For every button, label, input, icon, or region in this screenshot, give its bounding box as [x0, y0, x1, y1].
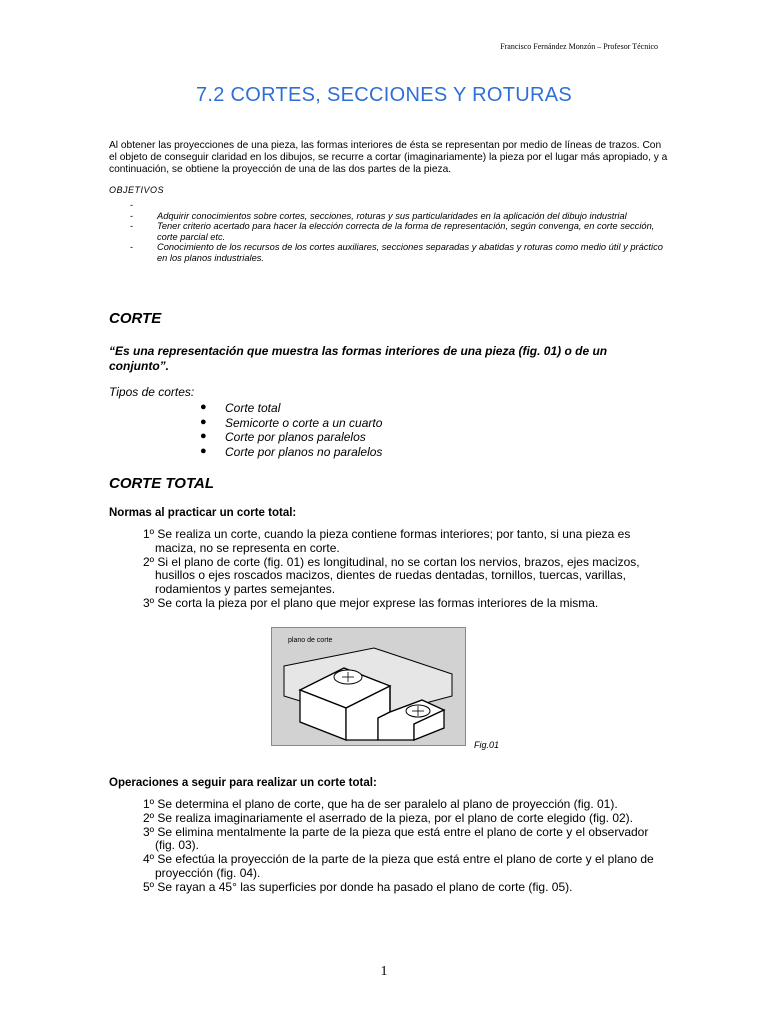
norma-item: 1º Se realiza un corte, cuando la pieza contiene formas interiores; por tanto, si una pieza es maciza, no se representa en corte. [143, 527, 631, 555]
intro-paragraph: Al obtener las proyecciones de una pieza, las formas interiores de ésta se representan por medio de líneas de trazos. Con el objeto de conseguir claridad en los dibujos, se recurre a cortar (imaginariamente) la pieza por el lugar más apropiado, y a continuación, se obtiene la proyección de una de las dos partes de la pieza. [109, 140, 668, 175]
operacion-item: 3º Se elimina mentalmente la parte de la pieza que está entre el plano de corte y el observador (fig. 03). [143, 824, 649, 853]
operacion-item: 5º Se rayan a 45° las superficies por donde ha pasado el plano de corte (fig. 05). [143, 879, 573, 894]
objetivos-title: OBJETIVOS [109, 185, 165, 195]
tipo-item: ● Semicorte o corte a un cuarto [200, 415, 383, 430]
tipos-list [200, 401, 382, 460]
objetivo-item [130, 200, 670, 211]
figure-label: plano de corte [288, 637, 333, 644]
tipos-title: Tipos de cortes: [109, 385, 195, 399]
figure-caption: Fig.01 [474, 740, 500, 750]
page-number: 1 [380, 964, 388, 979]
operacion-item: 1º Se determina el plano de corte, que ha de ser paralelo al plano de proyección (fig. 01). [143, 797, 618, 811]
objetivo-item: - Conocimiento de los recursos de los cortes auxiliares, secciones separadas y abatidas y roturas como medio útil y práctico en los planos industriales. [130, 242, 663, 263]
dash-marker: - [130, 210, 134, 221]
operaciones-list [143, 798, 663, 895]
norma-item: 2º Si el plano de corte (fig. 01) es longitudinal, no se cortan los nervios, brazos, ejes macizos, husillos o ejes roscados macizos, dientes de ruedas dentadas, tornillos, tuercas, varillas, rodamientos y partes semejantes. [143, 554, 640, 597]
dash-marker: - [130, 200, 134, 210]
tipo-item: ● Corte por planos no paralelos [200, 445, 383, 460]
objetivo-item: - Tener criterio acertado para hacer la elección correcta de la forma de representación, según convenga, en corte sección, corte parcial etc. [130, 221, 655, 242]
normas-list [143, 528, 663, 611]
header-author: Francisco Fernández Monzón – Profesor Técnico [500, 42, 658, 51]
page-title: 7.2 CORTES, SECCIONES Y ROTURAS [195, 84, 573, 106]
operacion-item: 4º Se efectúa la proyección de la parte de la pieza que está entre el plano de corte y el plano de proyección (fig. 04). [143, 852, 654, 880]
figure-01 [271, 627, 466, 746]
dash-marker: - [130, 242, 134, 252]
corte-heading: CORTE [109, 310, 162, 327]
cutting-plane-illustration [272, 628, 465, 745]
objetivos-list [130, 200, 670, 263]
operaciones-title: Operaciones a seguir para realizar un corte total: [109, 777, 377, 789]
bullet-icon: ● [200, 430, 207, 443]
objetivo-item: - Adquirir conocimientos sobre cortes, secciones, roturas y sus particularidades en la aplicación del dibujo industrial [130, 210, 627, 221]
bullet-icon: ● [200, 445, 207, 458]
bullet-icon: ● [200, 401, 207, 413]
bullet-icon: ● [200, 415, 207, 428]
norma-item: 3º Se corta la pieza por el plano que mejor exprese las formas interiores de la misma. [143, 595, 599, 610]
tipo-item: ● Corte por planos paralelos [200, 430, 366, 445]
operacion-item: 2º Se realiza imaginariamente el aserrado de la pieza, por el plano de corte elegido (fig. 02). [143, 810, 634, 825]
dash-marker: - [130, 221, 134, 231]
corte-definition: “Es una representación que muestra las formas interiores de una pieza (fig. 01) o de un conjunto”. [109, 344, 608, 373]
tipo-item: ● Corte total [200, 401, 281, 415]
corte-total-heading: CORTE TOTAL [109, 475, 214, 492]
normas-title: Normas al practicar un corte total: [109, 507, 297, 519]
